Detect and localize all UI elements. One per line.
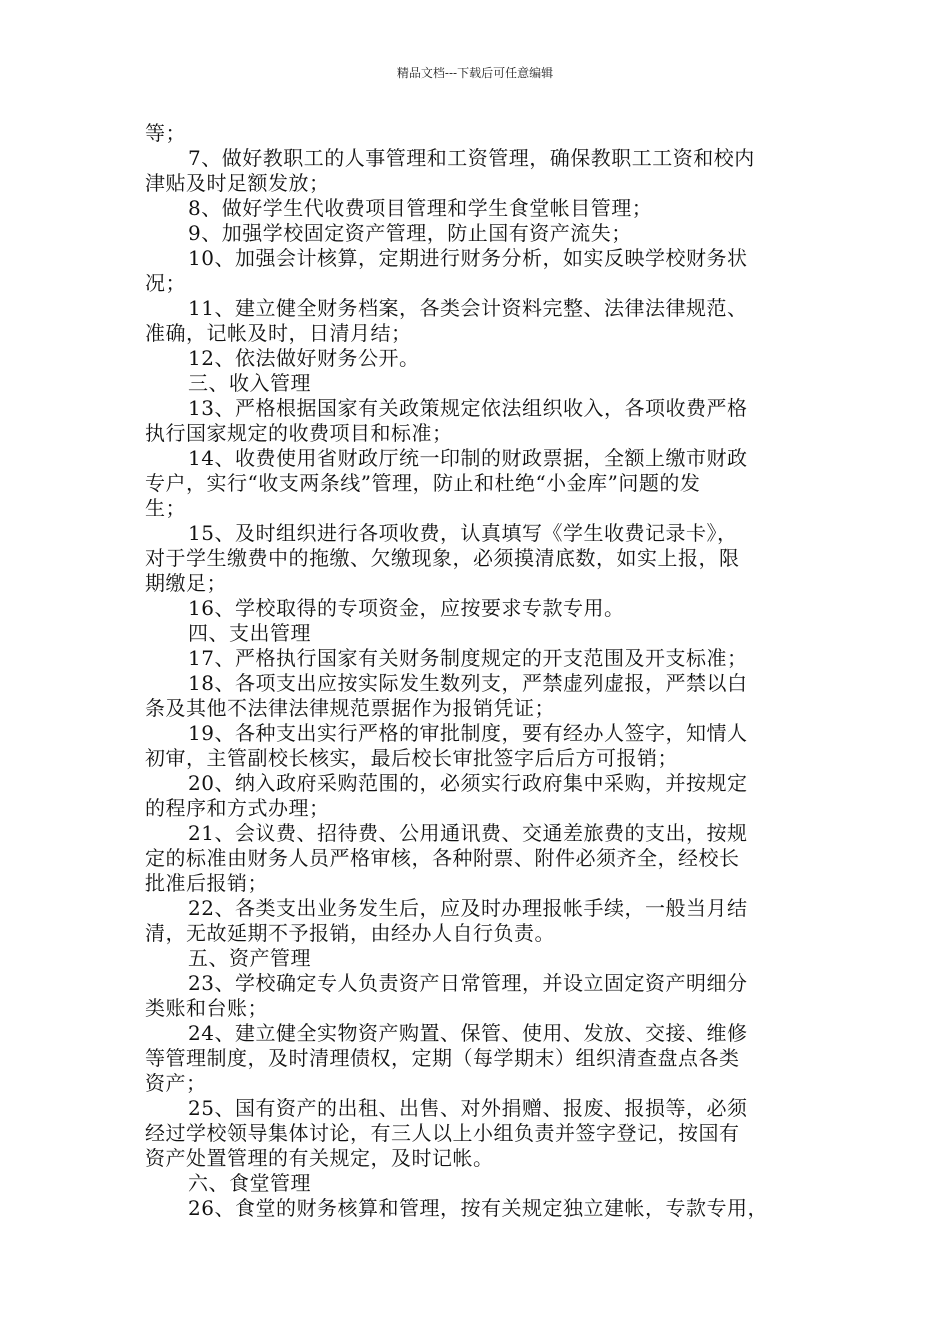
text-line: 类账和台账； [145, 996, 268, 1020]
text-line: 四、支出管理 [188, 621, 311, 645]
text-line: 资产处置管理的有关规定，及时记帐。 [145, 1146, 494, 1170]
text-line: 经过学校领导集体讨论，有三人以上小组负责并签字登记，按国有 [145, 1121, 740, 1145]
text-line: 批准后报销； [145, 871, 268, 895]
text-line: 22、各类支出业务发生后，应及时办理报帐手续，一般当月结 [188, 896, 748, 920]
text-line: 15、及时组织进行各项收费，认真填写《学生收费记录卡》， [188, 521, 738, 545]
text-line: 11、建立健全财务档案，各类会计资料完整、法律法律规范、 [188, 296, 748, 320]
text-line: 况； [145, 271, 186, 295]
text-line: 准确，记帐及时，日清月结； [145, 321, 412, 345]
text-line: 生； [145, 496, 186, 520]
text-line: 资产； [145, 1071, 207, 1095]
text-line: 16、学校取得的专项资金，应按要求专款专用。 [188, 596, 625, 620]
text-line: 19、各种支出实行严格的审批制度，要有经办人签字，知情人 [188, 721, 748, 745]
text-line: 津贴及时足额发放； [145, 171, 330, 195]
text-line: 10、加强会计核算，定期进行财务分析，如实反映学校财务状 [188, 246, 748, 270]
text-line: 23、学校确定专人负责资产日常管理，并设立固定资产明细分 [188, 971, 748, 995]
text-line: 18、各项支出应按实际发生数列支，严禁虚列虚报，严禁以白 [188, 671, 748, 695]
text-line: 等管理制度，及时清理债权，定期（每学期末）组织清查盘点各类 [145, 1046, 740, 1070]
text-line: 期缴足； [145, 571, 227, 595]
text-line: 12、依法做好财务公开。 [188, 346, 420, 370]
text-line: 7、做好教职工的人事管理和工资管理，确保教职工工资和校内 [188, 146, 755, 170]
text-line: 初审，主管副校长核实，最后校长审批签字后后方可报销； [145, 746, 678, 770]
text-line: 清，无故延期不予报销，由经办人自行负责。 [145, 921, 555, 945]
document-body [145, 121, 815, 1221]
text-line: 21、会议费、招待费、公用通讯费、交通差旅费的支出，按规 [188, 821, 748, 845]
text-line: 的程序和方式办理； [145, 796, 330, 820]
text-line: 17、严格执行国家有关财务制度规定的开支范围及开支标准； [188, 646, 748, 670]
page-header: 精品文档---下载后可任意编辑 [396, 66, 554, 80]
text-line: 13、严格根据国家有关政策规定依法组织收入，各项收费严格 [188, 396, 748, 420]
text-line: 六、食堂管理 [188, 1171, 311, 1195]
text-line: 五、资产管理 [188, 946, 311, 970]
text-line: 三、收入管理 [188, 371, 311, 395]
text-line: 20、纳入政府采购范围的，必须实行政府集中采购，并按规定 [188, 771, 748, 795]
text-line: 26、食堂的财务核算和管理，按有关规定独立建帐，专款专用， [188, 1196, 768, 1220]
text-line: 8、做好学生代收费项目管理和学生食堂帐目管理； [188, 196, 653, 220]
text-line: 对于学生缴费中的拖缴、欠缴现象，必须摸清底数，如实上报，限 [145, 546, 740, 570]
text-line: 条及其他不法律法律规范票据作为报销凭证； [145, 696, 555, 720]
text-line: 9、加强学校固定资产管理，防止国有资产流失； [188, 221, 632, 245]
text-line: 执行国家规定的收费项目和标准； [145, 421, 453, 445]
text-line: 专户，实行“收支两条线”管理，防止和杜绝“小金库”问题的发 [145, 471, 701, 495]
text-line: 25、国有资产的出租、出售、对外捐赠、报废、报损等，必须 [188, 1096, 748, 1120]
text-line: 14、收费使用省财政厅统一印制的财政票据，全额上缴市财政 [188, 446, 748, 470]
text-line: 等； [145, 121, 186, 145]
text-line: 24、建立健全实物资产购置、保管、使用、发放、交接、维修 [188, 1021, 748, 1045]
text-line: 定的标准由财务人员严格审核，各种附票、附件必须齐全，经校长 [145, 846, 740, 870]
